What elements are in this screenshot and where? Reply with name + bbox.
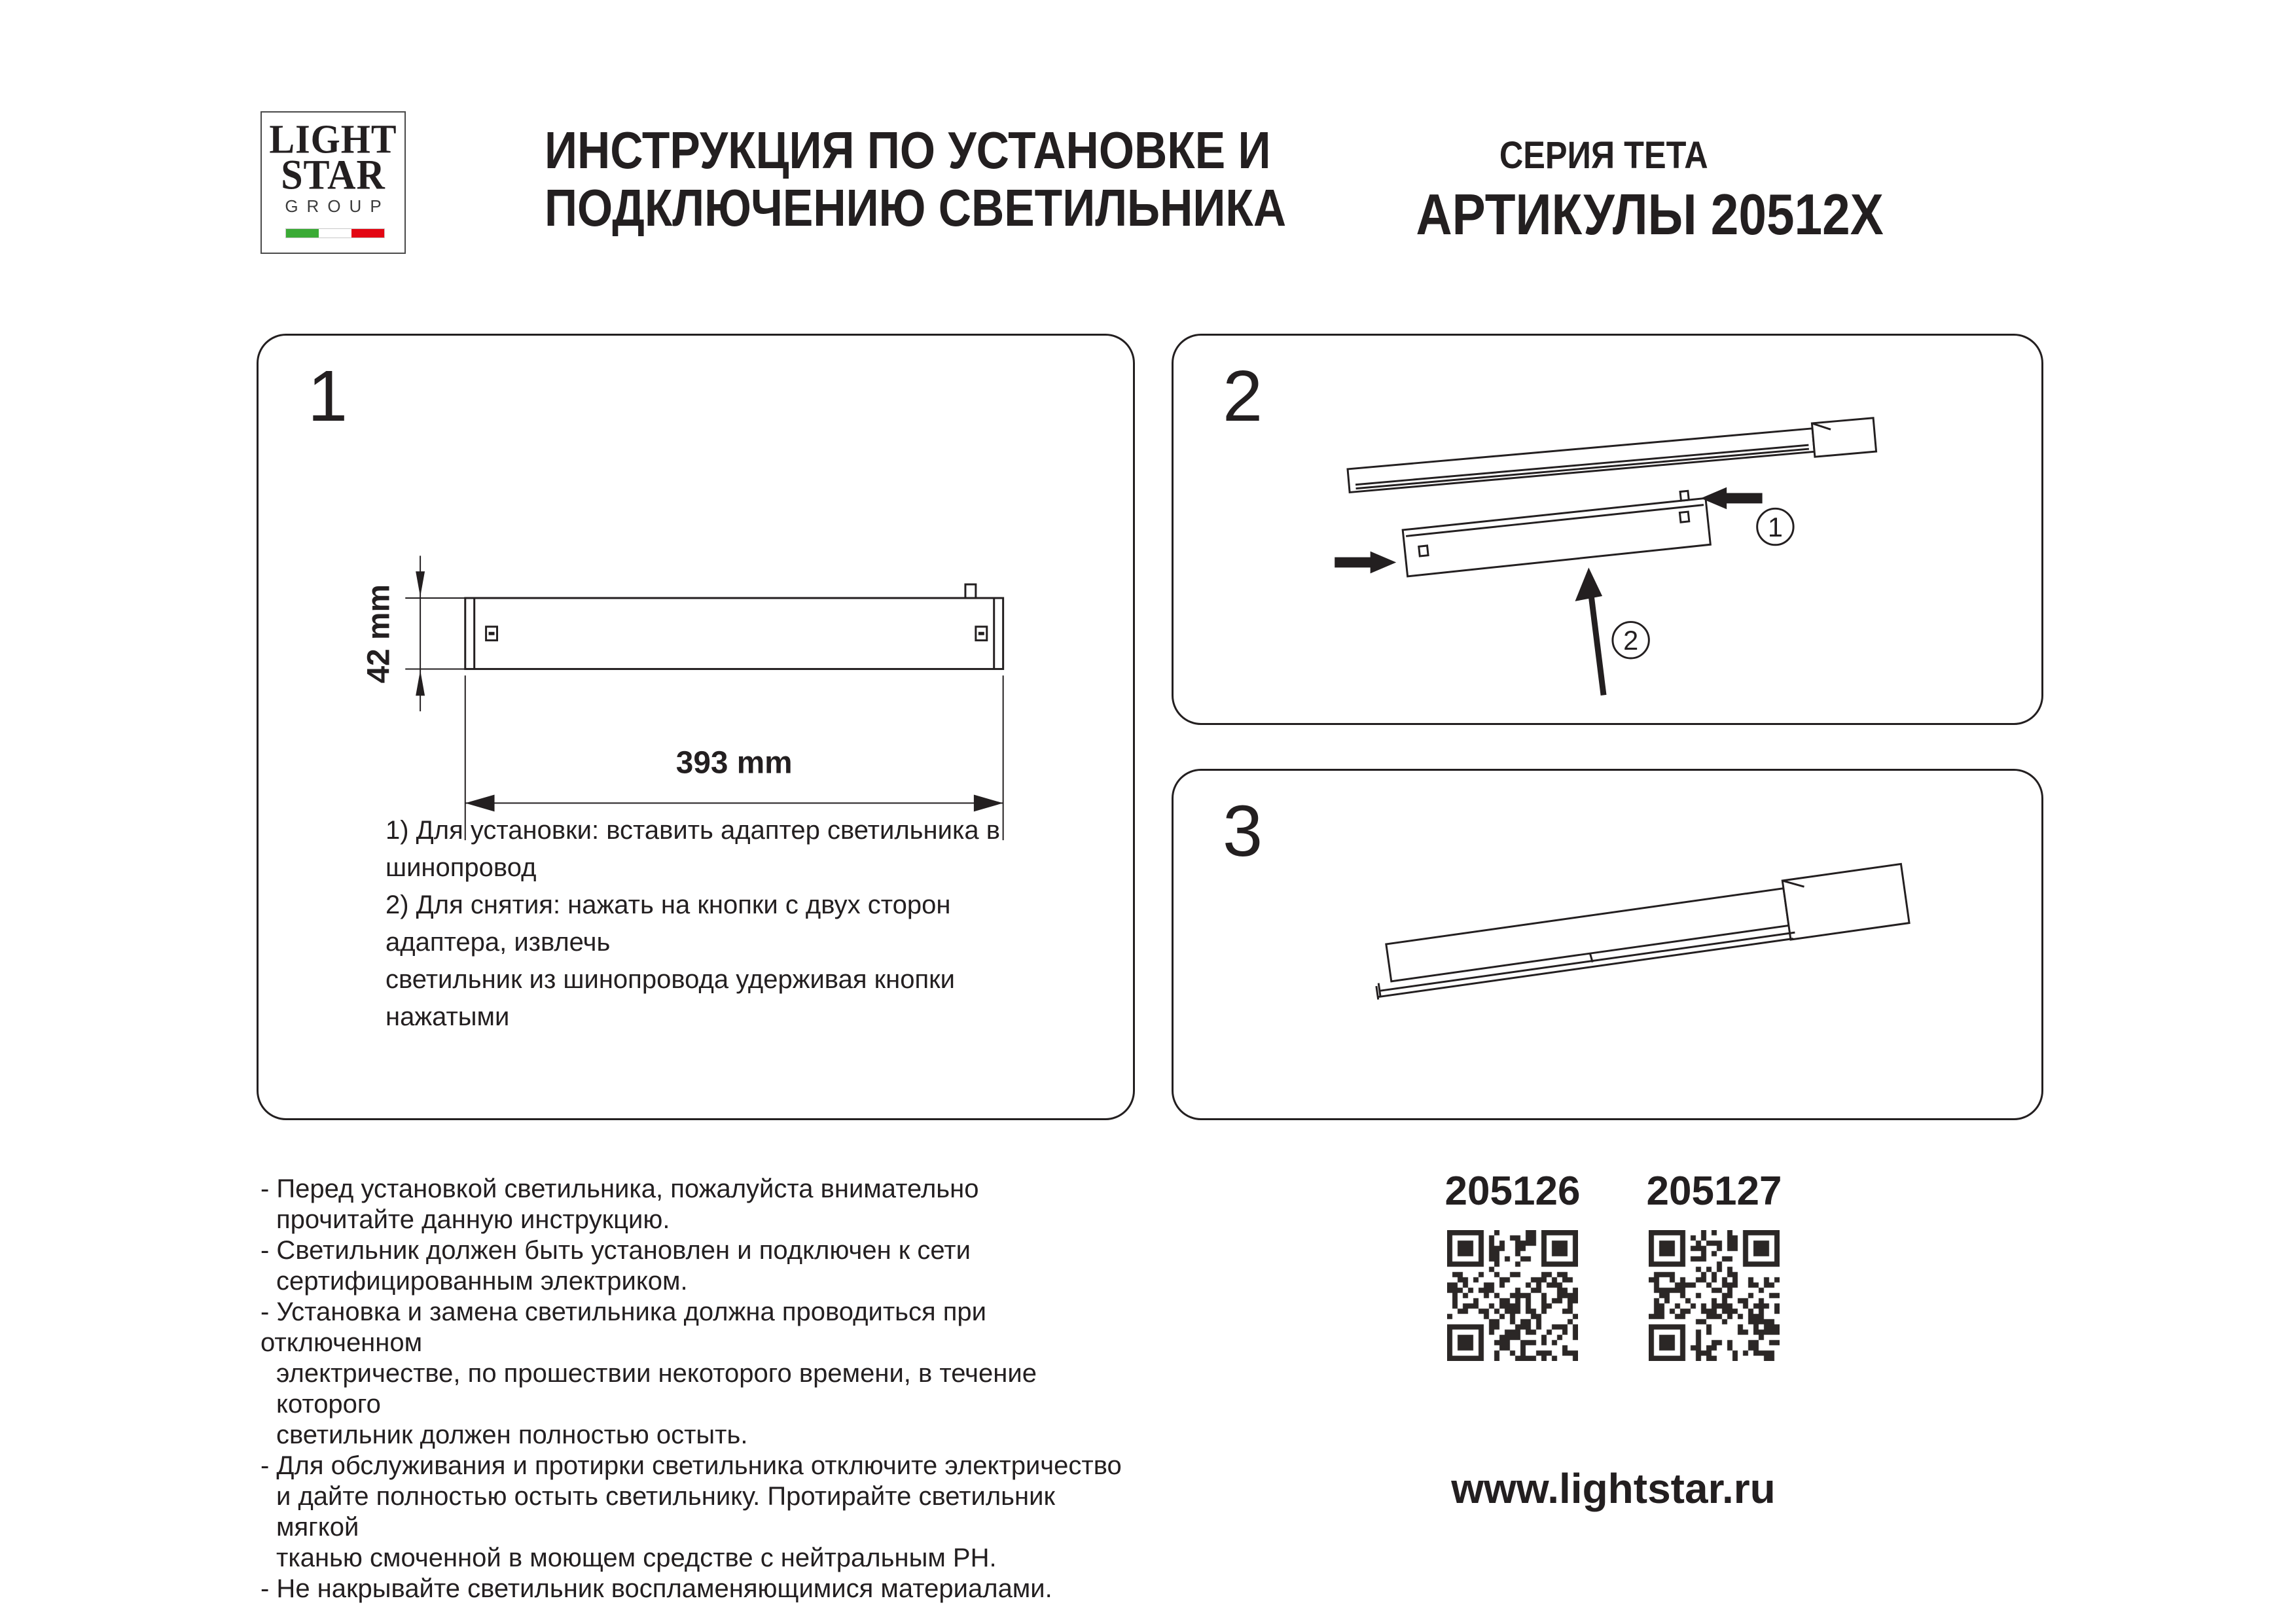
press-button-right-arrow-icon [1701, 487, 1763, 510]
height-dimension-label: 42 mm [361, 584, 397, 684]
lightstar-logo [260, 111, 406, 254]
instruction-line: 2) Для снятия: нажать на кнопки с двух сторон адаптера, извлечь [386, 891, 951, 957]
warning-line: светильник должен полностью остыть. [276, 1421, 748, 1449]
track-drawing [1347, 418, 1876, 498]
warning-line: - Перед установкой светильника, пожалуйста внимательно [260, 1174, 979, 1203]
instruction-line: 1) Для установки: вставить адаптер светильника в шинопровод [386, 816, 1000, 882]
assembled-unit [1370, 864, 1910, 999]
series-name: СЕРИЯ ТЕТА [1499, 134, 1708, 177]
callout-2-label: 2 [1623, 625, 1639, 656]
qr-item [1443, 1170, 1582, 1361]
warning-line: - Установка и замена светильника должна проводиться при отключенном [260, 1297, 987, 1357]
insert-up-arrow-icon [1575, 567, 1604, 695]
step-3-number: 3 [1223, 791, 1263, 872]
warning-line: - Не накрывайте светильник воспламеняющимися материалами. [260, 1574, 1052, 1603]
flag-red-segment [351, 229, 384, 238]
flag-white-segment [319, 229, 351, 238]
warning-line: электричестве, по прошествии некоторого времени, в течение которого [276, 1359, 1037, 1419]
logo-word-light: LIGHT [269, 116, 397, 162]
press-button-left-arrow-icon [1335, 552, 1396, 574]
step-1-panel [257, 334, 1135, 1120]
step-1-number: 1 [308, 356, 348, 436]
instruction-line: светильник из шинопровода удерживая кнопки нажатыми [386, 965, 955, 1031]
warning-line: прочитайте данную инструкцию. [276, 1205, 670, 1234]
website-url: www.lightstar.ru [1451, 1465, 1776, 1512]
warning-line: тканью смоченной в моющем средстве с нейтральным PH. [276, 1544, 997, 1572]
logo-word-group: GROUP [285, 196, 390, 216]
insertion-drawing [1174, 336, 2041, 723]
fixture-body-outline [465, 598, 1003, 669]
warning-line: - Светильник должен быть установлен и подключен к сети [260, 1236, 971, 1265]
qr-code-image [1649, 1230, 1780, 1361]
article-number-label: 205127 [1646, 1169, 1782, 1214]
step-2-panel [1172, 334, 2043, 725]
warning-line: и дайте полностью остыть светильнику. Протирайте светильник мягкой [276, 1482, 1055, 1542]
callout-1-label: 1 [1767, 511, 1783, 542]
logo-word-star: STAR [281, 151, 386, 198]
warning-line: сертифицированным электриком. [276, 1267, 688, 1296]
flag-green-segment [286, 229, 319, 238]
page-title-line2: ПОДКЛЮЧЕНИЮ СВЕТИЛЬНИКА [545, 179, 1287, 237]
step-3-panel [1172, 769, 2043, 1120]
qr-code-image [1447, 1230, 1578, 1361]
height-dimension-lines [405, 556, 465, 711]
page-title-line1: ИНСТРУКЦИЯ ПО УСТАНОВКЕ И [545, 121, 1271, 179]
warning-line: - Для обслуживания и протирки светильника отключите электричество [260, 1451, 1122, 1480]
qr-item [1645, 1170, 1784, 1361]
articles-number: АРТИКУЛЫ 20512X [1416, 182, 1884, 247]
assembled-fixture-drawing [1174, 771, 2041, 1118]
step-2-number: 2 [1223, 356, 1263, 436]
qr-code-section [1443, 1170, 1784, 1361]
series-header [1381, 134, 1884, 247]
fixture-drawing [1402, 489, 1711, 576]
step-1-instructions [386, 812, 1073, 1036]
page-title [545, 122, 1397, 237]
width-dimension-label: 393 mm [675, 745, 793, 781]
top-contact-tab [965, 584, 976, 598]
safety-warnings-list [260, 1174, 1124, 1604]
italian-flag-bar [285, 228, 385, 238]
article-number-label: 205126 [1444, 1169, 1581, 1214]
